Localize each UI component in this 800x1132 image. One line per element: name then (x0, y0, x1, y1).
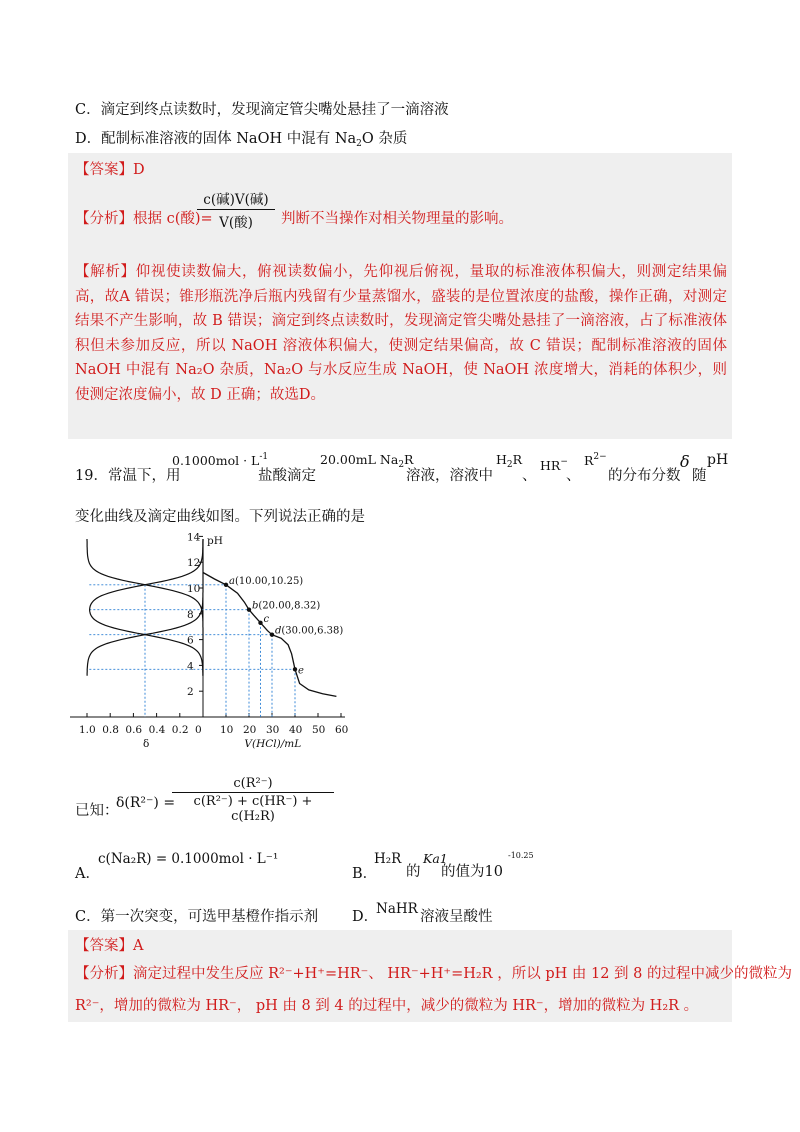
point-a (224, 583, 228, 587)
q19-stem-4: 的分布分数 (608, 468, 681, 484)
point-label-e: e (298, 665, 304, 677)
q19-volume: 20.00mL $Na_2R$ (320, 452, 414, 470)
volume-axis-label: V(HCl)/mL (244, 738, 302, 750)
q19-stem-2: 盐酸滴定 (258, 468, 316, 484)
q18-option-c: C．滴定到终点读数时，发现滴定管尖嘴处悬挂了一滴溶液 (75, 102, 449, 118)
volume-tick-label: 60 (335, 724, 349, 736)
q19-option-b-exp: -10.25 (508, 851, 534, 860)
q19-known-lhs: δ(R²⁻) = (116, 795, 176, 811)
delta-r2-curve (87, 539, 203, 676)
delta-hr-curve (90, 539, 203, 676)
q19-delta: δ (680, 452, 690, 471)
q18-analysis-tail: 判断不当操作对相关物理量的影响。 (281, 211, 513, 227)
q19-option-d-tail: 溶液呈酸性 (420, 909, 493, 925)
q19-option-b-ka: Ka1 (423, 851, 448, 866)
q19-known-fraction: $\frac{\text{c(R²⁻)}}{\text{c(R²⁻) + c(HR⁻) + c(H₂R)}}$ (172, 776, 334, 824)
volume-tick-label: 40 (289, 724, 303, 736)
delta-tick-label: 0 (195, 724, 202, 736)
q19-stem-1: 19．常温下，用 (75, 468, 181, 484)
q19-analysis-2: R²⁻，增加的微粒为 HR⁻， pH 由 8 到 4 的过程中，减少的微粒为 HR⁻，增加的微粒为 H₂R 。 (75, 998, 699, 1014)
delta-axis-label: δ (143, 738, 150, 750)
point-label-b: b(20.00,8.32) (252, 600, 321, 612)
q19-option-a-label: A． (75, 866, 100, 882)
q19-option-b-label: B． (352, 866, 378, 882)
q18-explanation: 【解析】仰视使读数偏大，俯视读数偏小，先仰视后俯视，量取的标准液体积偏大，则测定结果偏高，故A 错误；锥形瓶洗净后瓶内残留有少量蒸馏水，盛装的是位置浓度的盐酸，操作正确，对测定结果不产生影响，故 B 错误；滴定到终点读数时，发现滴定管尖嘴处悬挂了一滴溶液，占了标准液体积但未参加反应，所以 NaOH 溶液体积偏大，使测定结果偏高，故 C 错误；配制标准溶液的固体 NaOH 中混有 Na₂O 杂质，Na₂O 与水反应生成 NaOH，使 NaOH 浓度增大，消耗的体积少，则使测定浓度偏小，故 D 正确；故选D。 (75, 264, 728, 403)
point-c (258, 621, 262, 625)
volume-tick-label: 10 (220, 724, 234, 736)
y-tick-label: 14 (187, 532, 201, 544)
q19-known-label: 已知： (75, 803, 119, 819)
q19-conc: $0.1000mol \cdot L^{-1}$ (172, 452, 269, 468)
y-tick-label: 2 (187, 686, 194, 699)
point-label-c: c (263, 613, 270, 625)
delta-tick-label: 0.6 (125, 724, 143, 736)
y-tick-label: 8 (187, 608, 194, 621)
q19-analysis-1: 【分析】滴定过程中发生反应 R²⁻+H⁺=HR⁻、 HR⁻+H⁺=H₂R ，所以 pH 由 12 到 8 的过程中减少的微粒为 (75, 966, 792, 982)
q19-option-a: c(Na₂R) = 0.1000mol · L⁻¹ (98, 851, 279, 867)
point-e (293, 667, 297, 671)
point-label-a: a(10.00,10.25) (229, 575, 304, 587)
q19-sep1: 、 (522, 468, 537, 484)
volume-tick-label: 50 (312, 724, 326, 736)
y-axis-label: pH (207, 535, 223, 547)
delta-tick-label: 0.2 (171, 724, 189, 736)
q19-sep2: 、 (566, 468, 581, 484)
q18-answer: 【答案】D (75, 162, 145, 178)
volume-tick-label: 30 (266, 724, 280, 736)
point-b (247, 607, 251, 611)
q19-stem-5: 随 (692, 468, 707, 484)
q19-ph: pH (707, 452, 729, 468)
q19-r2: $R^{2-}$ (584, 452, 607, 468)
q19-h2r: $H_2R$ (496, 452, 523, 470)
q19-option-c: C．第一次突变，可选甲基橙作指示剂 (75, 909, 319, 925)
q18-option-d: D．配制标准溶液的固体 NaOH 中混有 $Na_2O$ 杂质 (75, 131, 408, 149)
q18-formula-fraction: c(碱)V(碱) V(酸) (197, 188, 275, 231)
delta-tick-label: 0.8 (102, 724, 119, 736)
q19-option-d-formula: NaHR (376, 901, 418, 917)
q19-answer: 【答案】A (75, 938, 144, 954)
point-label-d: d(30.00,6.38) (275, 625, 344, 637)
q19-option-d-label: D． (352, 909, 379, 925)
q19-option-b-h2r: H₂R (374, 851, 402, 867)
delta-tick-label: 1.0 (79, 724, 96, 736)
delta-tick-label: 0.4 (148, 724, 166, 736)
q19-stem-3: 溶液，溶液中 (406, 468, 493, 484)
q18-analysis: 【分析】根据 c(酸)= (75, 211, 213, 227)
y-tick-label: 6 (187, 634, 194, 647)
q19-option-b-mid: 的 (406, 864, 421, 880)
delta-h2r-curve (87, 539, 203, 676)
volume-tick-label: 20 (243, 724, 257, 736)
y-tick-label: 10 (187, 583, 201, 595)
y-tick-label: 12 (187, 557, 201, 570)
q19-stem-line2: 变化曲线及滴定曲线如图。下列说法正确的是 (75, 509, 365, 525)
y-tick-label: 4 (187, 660, 194, 673)
titration-chart (70, 532, 360, 752)
q19-hr: HR− (540, 457, 568, 473)
point-d (270, 632, 274, 636)
q19-option-b-tail: 的值为10 (441, 864, 503, 880)
